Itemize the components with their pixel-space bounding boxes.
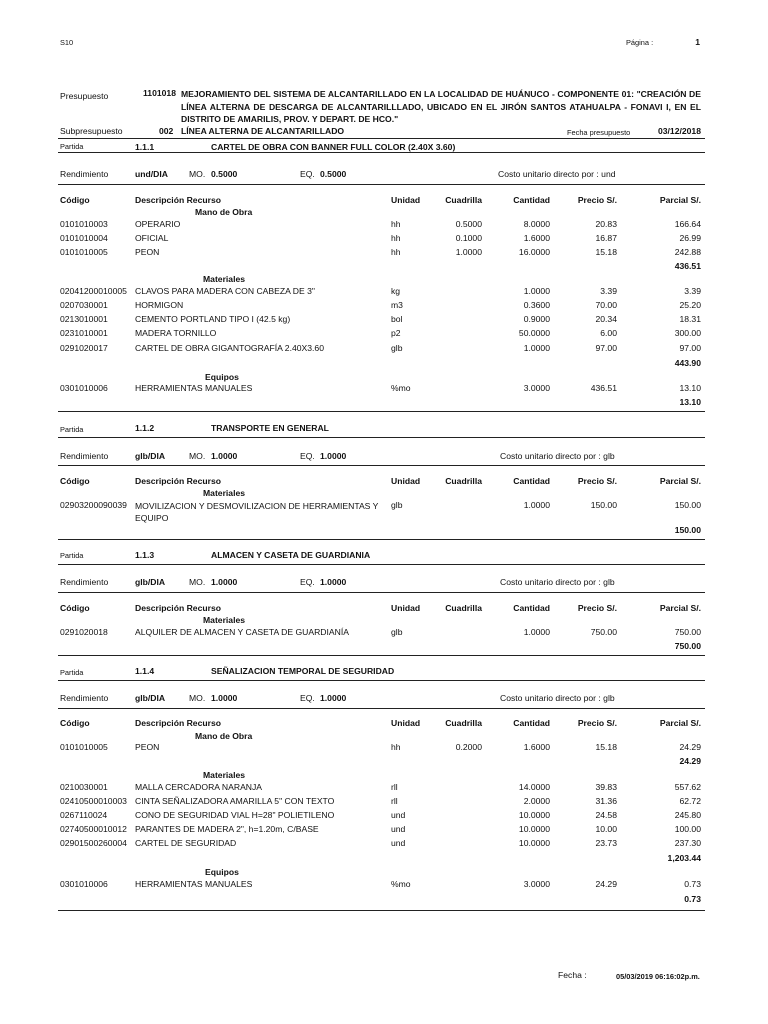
divider xyxy=(58,465,705,466)
row-parcial: 18.31 xyxy=(679,314,701,324)
row-unit: hh xyxy=(391,742,401,752)
row-precio: 150.00 xyxy=(590,500,617,510)
row-unit: und xyxy=(391,838,406,848)
row-desc: HERRAMIENTAS MANUALES xyxy=(135,383,253,393)
partida-label: Partida xyxy=(60,668,84,677)
row-precio: 3.39 xyxy=(600,286,617,296)
row-code: 0301010006 xyxy=(60,879,108,889)
row-parcial: 62.72 xyxy=(679,796,701,806)
row-parcial: 26.99 xyxy=(679,233,701,243)
row-code: 0213010001 xyxy=(60,314,108,324)
row-unit: glb xyxy=(391,500,403,510)
row-code: 0101010005 xyxy=(60,742,108,752)
row-cantidad: 8.0000 xyxy=(523,219,550,229)
divider xyxy=(58,437,705,438)
divider xyxy=(58,708,705,709)
row-parcial: 13.10 xyxy=(679,383,701,393)
row-parcial: 750.00 xyxy=(674,627,701,637)
eq-value: 1.0000 xyxy=(320,577,347,587)
col-precio: Precio S/. xyxy=(577,195,617,205)
row-parcial: 100.00 xyxy=(674,824,701,834)
row-cuadrilla: 1.0000 xyxy=(455,247,482,257)
row-code: 0101010003 xyxy=(60,219,108,229)
row-cantidad: 16.0000 xyxy=(518,247,550,257)
rendimiento-unit: glb/DIA xyxy=(135,451,166,461)
page-label: Página : xyxy=(626,38,654,47)
col-codigo: Código xyxy=(60,476,90,486)
partida-code: 1.1.3 xyxy=(135,550,155,560)
row-parcial: 24.29 xyxy=(679,742,701,752)
rendimiento-label: Rendimiento xyxy=(60,169,109,179)
partida-title: CARTEL DE OBRA CON BANNER FULL COLOR (2.40X 3.60) xyxy=(211,142,456,152)
row-cantidad: 10.0000 xyxy=(518,838,550,848)
row-unit: glb xyxy=(391,343,403,353)
row-code: 02041200010005 xyxy=(60,286,127,296)
cost-label: Costo unitario directo por : glb xyxy=(500,577,615,587)
eq-value: 0.5000 xyxy=(320,169,347,179)
row-precio: 97.00 xyxy=(595,343,617,353)
row-parcial: 300.00 xyxy=(674,328,701,338)
divider xyxy=(58,564,705,565)
row-cantidad: 1.0000 xyxy=(523,627,550,637)
rendimiento-label: Rendimiento xyxy=(60,693,109,703)
group-equipos: Equipos xyxy=(205,372,239,382)
row-precio: 6.00 xyxy=(600,328,617,338)
row-precio: 20.34 xyxy=(595,314,617,324)
row-code: 0101010004 xyxy=(60,233,108,243)
footer-date-label: Fecha : xyxy=(558,970,587,980)
partida-title: TRANSPORTE EN GENERAL xyxy=(211,423,329,433)
partida-label: Partida xyxy=(60,142,84,151)
divider xyxy=(58,138,705,139)
row-precio: 750.00 xyxy=(590,627,617,637)
mo-label: MO. xyxy=(189,577,206,587)
cost-label: Costo unitario directo por : glb xyxy=(500,451,615,461)
row-precio: 24.58 xyxy=(595,810,617,820)
col-descripcion: Descripción Recurso xyxy=(135,603,221,613)
eq-label: EQ. xyxy=(300,693,315,703)
row-precio: 15.18 xyxy=(595,742,617,752)
row-cantidad: 0.9000 xyxy=(523,314,550,324)
report-code: S10 xyxy=(60,38,74,47)
row-cantidad: 0.3600 xyxy=(523,300,550,310)
divider xyxy=(58,411,705,412)
divider xyxy=(58,680,705,681)
row-desc: CEMENTO PORTLAND TIPO I (42.5 kg) xyxy=(135,314,291,324)
row-unit: m3 xyxy=(391,300,403,310)
row-precio: 39.83 xyxy=(595,782,617,792)
row-parcial: 25.20 xyxy=(679,300,701,310)
rendimiento-label: Rendimiento xyxy=(60,577,109,587)
mo-value: 0.5000 xyxy=(211,169,238,179)
row-cantidad: 1.6000 xyxy=(523,742,550,752)
group-equipos: Equipos xyxy=(205,867,239,877)
mo-label: MO. xyxy=(189,451,206,461)
col-cantidad: Cantidad xyxy=(513,718,550,728)
row-desc: OFICIAL xyxy=(135,233,169,243)
col-parcial: Parcial S/. xyxy=(659,195,701,205)
divider xyxy=(58,539,705,540)
col-unidad: Unidad xyxy=(391,195,421,205)
col-cantidad: Cantidad xyxy=(513,603,550,613)
col-cuadrilla: Cuadrilla xyxy=(445,476,482,486)
row-parcial: 3.39 xyxy=(684,286,701,296)
row-parcial: 166.64 xyxy=(674,219,701,229)
mo-label: MO. xyxy=(189,169,206,179)
row-cuadrilla: 0.1000 xyxy=(455,233,482,243)
eq-label: EQ. xyxy=(300,451,315,461)
row-unit: rll xyxy=(391,782,398,792)
row-unit: hh xyxy=(391,247,401,257)
row-desc: MALLA CERCADORA NARANJA xyxy=(135,782,263,792)
row-parcial: 557.62 xyxy=(674,782,701,792)
subtotal-mano-de-obra: 436.51 xyxy=(674,261,701,271)
row-cantidad: 50.0000 xyxy=(518,328,550,338)
row-desc: OPERARIO xyxy=(135,219,181,229)
row-precio: 16.87 xyxy=(595,233,617,243)
col-descripcion: Descripción Recurso xyxy=(135,195,221,205)
col-precio: Precio S/. xyxy=(577,476,617,486)
row-code: 0210030001 xyxy=(60,782,108,792)
row-code: 0301010006 xyxy=(60,383,108,393)
footer-date: 05/03/2019 06:16:02p.m. xyxy=(616,972,700,981)
row-unit: bol xyxy=(391,314,403,324)
subbudget-code: 002 xyxy=(159,126,174,136)
row-desc: PEON xyxy=(135,742,160,752)
budget-title: MEJORAMIENTO DEL SISTEMA DE ALCANTARILLADO EN LA LOCALIDAD DE HUÁNUCO - COMPONENTE 01: "CREACIÓN DE LÍNEA ALTERNA DE DESCARGA DE ALCANTARILLLADO, UBICADO EN EL JIRÓN SANTOS ATAHUALPA - FONAVI I, EN EL DISTRITO DE AMARILIS, PROV. Y DEPART. DE HCO." xyxy=(181,89,701,125)
row-cantidad: 1.0000 xyxy=(523,343,550,353)
row-code: 0231010001 xyxy=(60,328,108,338)
eq-value: 1.0000 xyxy=(320,451,347,461)
col-codigo: Código xyxy=(60,603,90,613)
row-desc: CONO DE SEGURIDAD VIAL H=28" POLIETILENO xyxy=(135,810,335,820)
row-cantidad: 10.0000 xyxy=(518,824,550,834)
col-cuadrilla: Cuadrilla xyxy=(445,195,482,205)
row-cuadrilla: 0.2000 xyxy=(455,742,482,752)
divider xyxy=(58,910,705,911)
mo-value: 1.0000 xyxy=(211,577,238,587)
row-desc: PARANTES DE MADERA 2", h=1.20m, C/BASE xyxy=(135,824,319,834)
row-desc: CLAVOS PARA MADERA CON CABEZA DE 3" xyxy=(135,286,315,296)
row-cantidad: 1.6000 xyxy=(523,233,550,243)
row-unit: hh xyxy=(391,219,401,229)
page-number: 1 xyxy=(695,37,700,47)
col-cantidad: Cantidad xyxy=(513,476,550,486)
partida-code: 1.1.4 xyxy=(135,666,155,676)
col-cantidad: Cantidad xyxy=(513,195,550,205)
row-unit: p2 xyxy=(391,328,401,338)
eq-label: EQ. xyxy=(300,169,315,179)
row-code: 02410500010003 xyxy=(60,796,127,806)
row-desc: MOVILIZACION Y DESMOVILIZACION DE HERRAMIENTAS Y EQUIPO xyxy=(135,501,379,523)
row-precio: 436.51 xyxy=(590,383,617,393)
row-code: 0207030001 xyxy=(60,300,108,310)
col-unidad: Unidad xyxy=(391,476,421,486)
partida-code: 1.1.2 xyxy=(135,423,155,433)
row-unit: kg xyxy=(391,286,401,296)
row-cantidad: 3.0000 xyxy=(523,383,550,393)
col-parcial: Parcial S/. xyxy=(659,476,701,486)
row-unit: hh xyxy=(391,233,401,243)
row-parcial: 150.00 xyxy=(674,500,701,510)
group-materiales: Materiales xyxy=(203,615,246,625)
divider xyxy=(58,184,705,185)
rendimiento-unit: glb/DIA xyxy=(135,693,166,703)
cost-label: Costo unitario directo por : glb xyxy=(500,693,615,703)
partida-title: ALMACEN Y CASETA DE GUARDIANIA xyxy=(211,550,371,560)
rendimiento-unit: glb/DIA xyxy=(135,577,166,587)
group-materiales: Materiales xyxy=(203,274,246,284)
row-cuadrilla: 0.5000 xyxy=(455,219,482,229)
budget-date: 03/12/2018 xyxy=(657,126,701,136)
group-materiales: Materiales xyxy=(203,488,246,498)
row-desc: CARTEL DE SEGURIDAD xyxy=(135,838,237,848)
row-code: 0291020017 xyxy=(60,343,108,353)
col-cuadrilla: Cuadrilla xyxy=(445,603,482,613)
subbudget-title: LÍNEA ALTERNA DE ALCANTARILLADO xyxy=(181,126,345,136)
subtotal-materiales: 150.00 xyxy=(674,525,701,535)
row-code: 0101010005 xyxy=(60,247,108,257)
row-desc: CARTEL DE OBRA GIGANTOGRAFÍA 2.40X3.60 xyxy=(135,343,324,353)
subtotal-materiales: 1,203.44 xyxy=(667,853,701,863)
col-unidad: Unidad xyxy=(391,718,421,728)
subtotal-equipos: 13.10 xyxy=(679,397,701,407)
col-parcial: Parcial S/. xyxy=(659,718,701,728)
row-unit: %mo xyxy=(391,383,411,393)
subtotal-materiales: 750.00 xyxy=(674,641,701,651)
row-unit: rll xyxy=(391,796,398,806)
subtotal-materiales: 443.90 xyxy=(674,358,701,368)
rendimiento-label: Rendimiento xyxy=(60,451,109,461)
row-desc: MADERA TORNILLO xyxy=(135,328,217,338)
mo-value: 1.0000 xyxy=(211,451,238,461)
group-mano-de-obra: Mano de Obra xyxy=(195,731,253,741)
subbudget-label: Subpresupuesto xyxy=(60,126,123,136)
row-unit: und xyxy=(391,810,406,820)
row-precio: 10.00 xyxy=(595,824,617,834)
rendimiento-unit: und/DIA xyxy=(135,169,168,179)
divider xyxy=(58,592,705,593)
row-parcial: 237.30 xyxy=(674,838,701,848)
eq-value: 1.0000 xyxy=(320,693,347,703)
row-unit: %mo xyxy=(391,879,411,889)
row-code: 02740500010012 xyxy=(60,824,127,834)
group-materiales: Materiales xyxy=(203,770,246,780)
col-cuadrilla: Cuadrilla xyxy=(445,718,482,728)
row-code: 0267110024 xyxy=(60,810,108,820)
subtotal-mano-de-obra: 24.29 xyxy=(679,756,701,766)
row-code: 0291020018 xyxy=(60,627,108,637)
subtotal-equipos: 0.73 xyxy=(684,894,701,904)
col-descripcion: Descripción Recurso xyxy=(135,476,221,486)
row-cantidad: 2.0000 xyxy=(523,796,550,806)
budget-code: 1101018 xyxy=(143,88,176,98)
row-unit: und xyxy=(391,824,406,834)
mo-value: 1.0000 xyxy=(211,693,238,703)
row-precio: 23.73 xyxy=(595,838,617,848)
partida-code: 1.1.1 xyxy=(135,142,155,152)
row-cantidad: 1.0000 xyxy=(523,286,550,296)
divider xyxy=(58,152,705,153)
row-cantidad: 10.0000 xyxy=(518,810,550,820)
row-desc: PEON xyxy=(135,247,160,257)
col-codigo: Código xyxy=(60,718,90,728)
group-mano-de-obra: Mano de Obra xyxy=(195,207,253,217)
row-code: 02903200090039 xyxy=(60,500,127,510)
cost-label: Costo unitario directo por : und xyxy=(498,169,616,179)
mo-label: MO. xyxy=(189,693,206,703)
col-precio: Precio S/. xyxy=(577,603,617,613)
budget-label: Presupuesto xyxy=(60,91,109,101)
col-precio: Precio S/. xyxy=(577,718,617,728)
partida-label: Partida xyxy=(60,425,84,434)
row-unit: glb xyxy=(391,627,403,637)
row-desc: ALQUILER DE ALMACEN Y CASETA DE GUARDIANÍA xyxy=(135,627,349,637)
row-desc: CINTA SEÑALIZADORA AMARILLA 5" CON TEXTO xyxy=(135,796,335,806)
budget-date-label: Fecha presupuesto xyxy=(567,128,631,137)
row-code: 02901500260004 xyxy=(60,838,127,848)
row-parcial: 97.00 xyxy=(679,343,701,353)
partida-title: SEÑALIZACION TEMPORAL DE SEGURIDAD xyxy=(211,666,395,676)
partida-label: Partida xyxy=(60,551,84,560)
row-cantidad: 3.0000 xyxy=(523,879,550,889)
row-precio: 24.29 xyxy=(595,879,617,889)
eq-label: EQ. xyxy=(300,577,315,587)
row-cantidad: 1.0000 xyxy=(523,500,550,510)
row-precio: 20.83 xyxy=(595,219,617,229)
col-codigo: Código xyxy=(60,195,90,205)
row-desc: HERRAMIENTAS MANUALES xyxy=(135,879,253,889)
col-unidad: Unidad xyxy=(391,603,421,613)
col-parcial: Parcial S/. xyxy=(659,603,701,613)
row-parcial: 245.80 xyxy=(674,810,701,820)
divider xyxy=(58,655,705,656)
row-cantidad: 14.0000 xyxy=(518,782,550,792)
row-precio: 31.36 xyxy=(595,796,617,806)
col-descripcion: Descripción Recurso xyxy=(135,718,221,728)
row-parcial: 242.88 xyxy=(674,247,701,257)
row-precio: 70.00 xyxy=(595,300,617,310)
row-parcial: 0.73 xyxy=(684,879,701,889)
row-precio: 15.18 xyxy=(595,247,617,257)
row-desc: HORMIGON xyxy=(135,300,184,310)
